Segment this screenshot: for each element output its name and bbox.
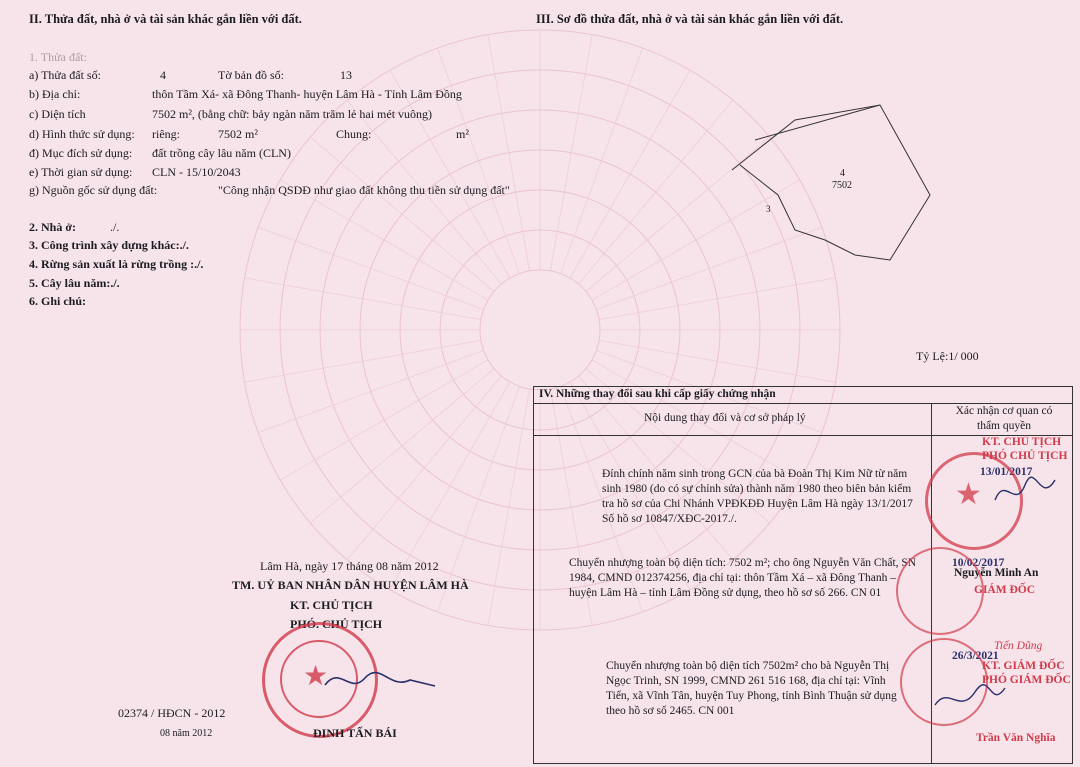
map-sheet-value: 13 <box>340 68 352 82</box>
entry-3-line-4: theo hồ sơ số 2465. CN 001 <box>606 705 735 717</box>
entry-3-confirm-name: Trần Văn Nghĩa <box>976 732 1056 744</box>
entry-2-confirm-date: 10/02/2017 <box>952 557 1005 569</box>
origin-value: "Công nhận QSDĐ như giao đất không thu tiền sử dụng đất" <box>218 183 510 197</box>
star-emblem-icon: ★ <box>303 661 329 692</box>
entry-2-confirm-name: Nguyễn Minh An <box>954 567 1039 579</box>
entry-3-line-3: Tiến, xã Vĩnh Tân, huyện Tuy Phong, tỉnh Bình Thuận sử dụng <box>606 690 897 702</box>
house-label: 2. Nhà ở: <box>29 220 76 234</box>
changes-table-columns-row <box>534 403 1072 436</box>
section4-heading: IV. Những thay đổi sau khi cấp giấy chứng nhận <box>539 388 776 400</box>
plantation-forest: 4. Rừng sản xuất là rừng trồng :./. <box>29 257 204 271</box>
parcel-sketch-area: 7502 <box>832 180 852 191</box>
sign-role-2: PHÓ. CHỦ TỊCH <box>290 617 383 631</box>
perennial-trees: 5. Cây lâu năm:./. <box>29 276 120 290</box>
address-label: b) Địa chỉ: <box>29 87 81 101</box>
duration-value: CLN - 15/10/2043 <box>152 165 241 179</box>
entry-2-line-1: Chuyển nhượng toàn bộ diện tích: 7502 m²; cho ông Nguyễn Văn Chất, SN <box>569 557 917 569</box>
column-confirmation-2: thẩm quyền <box>977 420 1031 432</box>
neighbor-parcel-number: 3 <box>766 204 771 214</box>
entry-2-line-2: 1984, CMND 012374256, địa chỉ tại: thôn Tầm Xá – xã Đông Thanh – <box>569 572 896 584</box>
registration-date: 08 năm 2012 <box>160 728 213 739</box>
address-value: thôn Tầm Xá- xã Đông Thanh- huyện Lâm Hà - Tỉnh Lâm Đồng <box>152 87 462 101</box>
sign-org: TM. UỶ BAN NHÂN DÂN HUYỆN LÂM HÀ <box>232 578 469 592</box>
registration-number: 02374 / HĐCN - 2012 <box>118 706 226 720</box>
signer-name: ĐINH TẤN BÁI <box>313 726 397 740</box>
sign-place-date: Lâm Hà, ngày 17 tháng 08 năm 2012 <box>260 559 439 573</box>
house-value: ./. <box>110 220 120 234</box>
right-signature-1 <box>990 470 1060 520</box>
right-signature-3 <box>930 680 1010 720</box>
entry-3-confirm-date: 26/3/2021 <box>952 650 999 662</box>
map-sheet-label: Tờ bản đồ số: <box>218 68 285 82</box>
parcel-subheading: 1. Thửa đất: <box>29 50 87 64</box>
section2-heading: II. Thửa đất, nhà ở và tài sản khác gắn liền với đất. <box>29 12 302 26</box>
use-form-label: d) Hình thức sử dụng: <box>29 127 135 141</box>
entry-1-line-3: tra hồ sơ của Chi Nhánh VPĐKĐĐ Huyện Lâm Hà ngày 13/1/2017 <box>602 498 913 510</box>
area-label: c) Diện tích <box>29 107 86 121</box>
parcel-sketch-number: 4 <box>840 168 845 179</box>
entry-3-confirm-signature-name: Tiến Dũng <box>994 640 1043 652</box>
section3-heading: III. Sơ đồ thửa đất, nhà ở và tài sản khác gắn liền với đất. <box>536 12 844 26</box>
purpose-label: đ) Mục đích sử dụng: <box>29 146 133 160</box>
parcel-no-value: 4 <box>160 68 166 82</box>
entry-2-line-3: huyện Lâm Hà – tỉnh Lâm Đồng sử dụng, theo hồ sơ số 266. CN 01 <box>569 587 882 599</box>
purpose-value: đất trồng cây lâu năm (CLN) <box>152 146 291 160</box>
origin-label: g) Nguồn gốc sử dụng đất: <box>29 183 158 197</box>
entry-1-line-1: Đính chính năm sinh trong GCN của bà Đoàn Thị Kim Nữ từ năm <box>602 468 908 480</box>
entry-2-confirm-role: GIÁM ĐỐC <box>974 584 1036 596</box>
changes-table-heading-row <box>534 387 1072 404</box>
entry-3-confirm-role-1: KT. GIÁM ĐỐC <box>982 660 1065 672</box>
other-construction: 3. Công trình xây dựng khác:./. <box>29 238 189 252</box>
entry-1-confirm-role-2: PHÓ CHỦ TỊCH <box>982 450 1068 462</box>
entry-3-line-2: Ngọc Trinh, SN 1999, CMND 261 516 168, địa chỉ tại: Vĩnh <box>606 675 886 687</box>
column-confirmation-1: Xác nhận cơ quan có <box>955 405 1053 417</box>
entry-1-confirm-role-1: KT. CHỦ TỊCH <box>982 436 1062 448</box>
scale-label: Tỷ Lệ:1/ 000 <box>916 349 979 363</box>
entry-3-line-1: Chuyển nhượng toàn bộ diện tích 7502m² cho bà Nguyễn Thị <box>606 660 890 672</box>
duration-label: e) Thời gian sử dụng: <box>29 165 133 179</box>
column-change-content: Nội dung thay đổi và cơ sở pháp lý <box>644 412 806 424</box>
entry-3-confirm-role-2: PHÓ GIÁM ĐỐC <box>982 674 1071 686</box>
entry-1-confirm-date: 13/01/2017 <box>980 466 1033 478</box>
entry-1-line-2: sinh 1980 (do có sự chỉnh sửa) thành năm 1980 theo biên bản kiểm <box>602 483 912 495</box>
use-form-common-label: Chung: <box>336 127 372 141</box>
use-form-common-unit: m² <box>456 127 469 141</box>
sign-role-1: KT. CHỦ TỊCH <box>290 598 373 612</box>
left-handwritten-signature <box>320 660 440 700</box>
right-seal-middle <box>896 547 984 635</box>
area-value: 7502 m², (bằng chữ: bảy ngàn năm trăm lẻ hai mét vuông) <box>152 107 433 121</box>
use-form-private-label: riêng: <box>152 127 180 141</box>
use-form-private-value: 7502 m² <box>218 127 258 141</box>
entry-1-line-4: Số hồ sơ 10847/XĐC-2017./. <box>602 513 737 525</box>
notes-label: 6. Ghi chú: <box>29 294 87 308</box>
parcel-no-label: a) Thửa đất số: <box>29 68 101 82</box>
star-emblem-icon: ★ <box>955 478 982 511</box>
